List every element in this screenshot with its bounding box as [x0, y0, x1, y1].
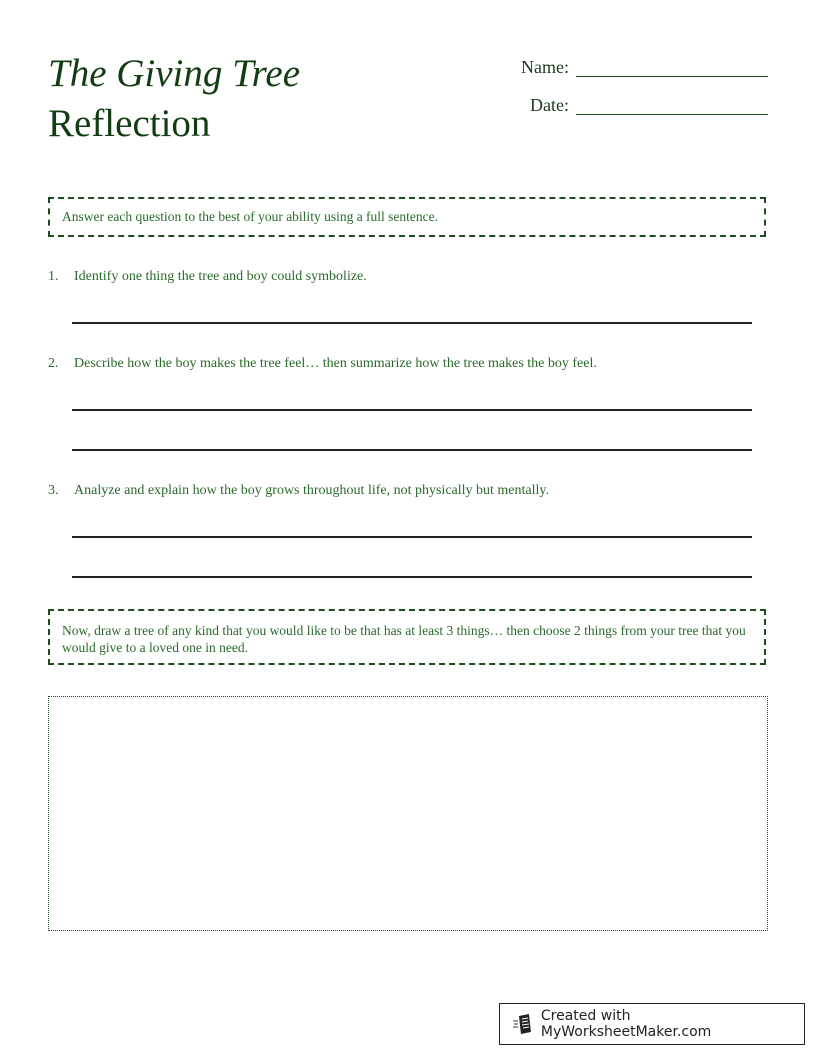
drawing-instructions-box — [48, 609, 766, 665]
instructions-text: Answer each question to the best of your ability using a full sentence. — [62, 209, 439, 224]
question-number: 1. — [48, 269, 59, 284]
question-text: Describe how the boy makes the tree feel… then summarize how the tree makes the boy feel. — [74, 356, 597, 371]
drawing-area[interactable] — [48, 696, 768, 931]
answer-line-2b[interactable] — [72, 449, 752, 451]
date-label: Date: — [530, 95, 569, 115]
name-field — [509, 56, 768, 77]
answer-line-3b[interactable] — [72, 576, 752, 578]
answer-line-3a[interactable] — [72, 536, 752, 538]
page-title-line-2: Reflection — [48, 102, 211, 145]
question-3 — [48, 483, 549, 499]
question-text: Analyze and explain how the boy grows throughout life, not physically but mentally. — [74, 483, 549, 498]
question-2 — [48, 356, 597, 372]
question-number: 2. — [48, 356, 59, 371]
badge-text: Created with MyWorksheetMaker.com — [540, 1008, 712, 1040]
question-1 — [48, 269, 367, 285]
answer-line-1[interactable] — [72, 322, 752, 324]
date-field — [509, 94, 768, 115]
drawing-instructions-text: Now, draw a tree of any kind that you would like to be that has at least 3 things… then choose 2 things from your tree that you would give to a loved one in need. — [62, 623, 746, 655]
question-text: Identify one thing the tree and boy could symbolize. — [74, 269, 367, 284]
created-with-badge[interactable] — [499, 1003, 805, 1045]
instructions-box — [48, 197, 766, 237]
page-title-line-1: The Giving Tree — [48, 52, 301, 95]
date-input-line[interactable] — [576, 94, 768, 115]
answer-line-2a[interactable] — [72, 409, 752, 411]
name-label: Name: — [521, 57, 569, 77]
question-number: 3. — [48, 483, 59, 498]
worksheet-logo-icon — [512, 1013, 534, 1035]
name-input-line[interactable] — [576, 56, 768, 77]
